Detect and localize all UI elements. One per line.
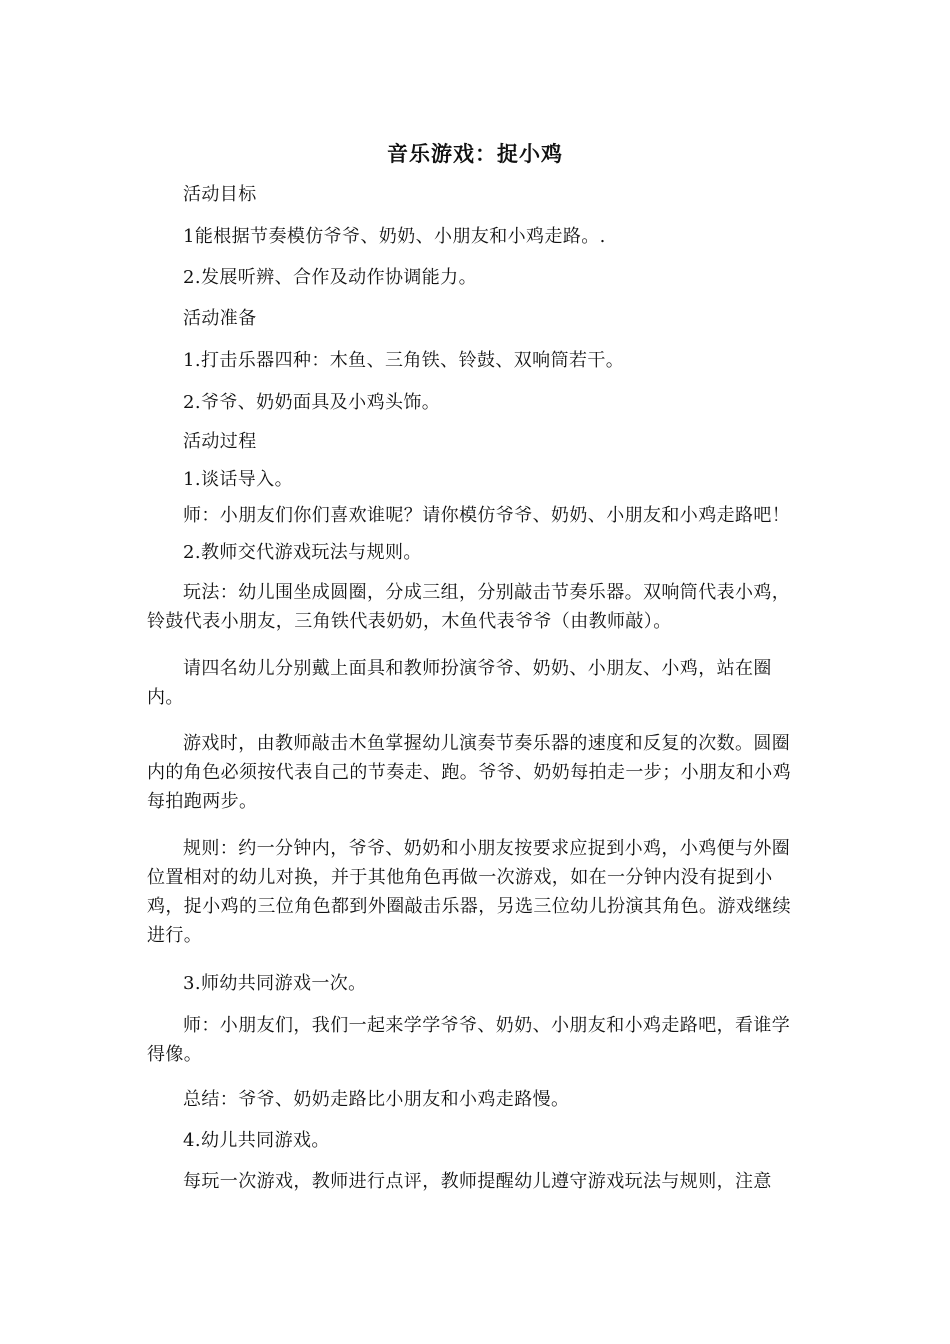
goal-item-2: 2.发展听辨、合作及动作协调能力。 <box>183 267 477 288</box>
process-step-3-dialogue: 师：小朋友们，我们一起来学学爷爷、奶奶、小朋友和小鸡走路吧，看谁学得像。 <box>147 1015 791 1065</box>
document-title: 音乐游戏：捉小鸡 <box>387 141 563 166</box>
section-heading-preparation: 活动准备 <box>183 308 257 329</box>
section-heading-goals: 活动目标 <box>183 184 257 205</box>
closing-paragraph: 每玩一次游戏，教师进行点评，教师提醒幼儿遵守游戏玩法与规则，注意 <box>183 1171 772 1192</box>
process-step-4: 4.幼儿共同游戏。 <box>183 1130 330 1151</box>
gameplay-paragraph: 玩法：幼儿围坐成圆圈，分成三组，分别敲击节奏乐器。双响筒代表小鸡，铃鼓代表小朋友，三角铁代表奶奶，木鱼代表爷爷（由教师敲）。 <box>147 582 791 632</box>
process-step-1: 1.谈话导入。 <box>183 469 293 490</box>
summary-paragraph: 总结：爷爷、奶奶走路比小朋友和小鸡走路慢。 <box>183 1089 570 1110</box>
preparation-item-2: 2.爷爷、奶奶面具及小鸡头饰。 <box>183 392 441 413</box>
process-step-1-dialogue: 师：小朋友们你们喜欢谁呢？请你模仿爷爷、奶奶、小朋友和小鸡走路吧！ <box>183 505 791 526</box>
preparation-item-1: 1.打击乐器四种：木鱼、三角铁、铃鼓、双响筒若干。 <box>183 350 625 371</box>
roles-paragraph: 请四名幼儿分别戴上面具和教师扮演爷爷、奶奶、小朋友、小鸡，站在圈内。 <box>147 658 772 708</box>
section-heading-process: 活动过程 <box>183 431 257 452</box>
rules-paragraph: 规则：约一分钟内，爷爷、奶奶和小朋友按要求应捉到小鸡，小鸡便与外圈位置相对的幼儿对换，并于其他角色再做一次游戏，如在一分钟内没有捉到小鸡，捉小鸡的三位角色都到外圈敲击乐器，另选三位幼儿扮演其角色。游戏继续进行。 <box>147 838 791 946</box>
process-step-3: 3.师幼共同游戏一次。 <box>183 973 367 994</box>
goal-item-1: 1能根据节奏模仿爷爷、奶奶、小朋友和小鸡走路。. <box>183 226 606 247</box>
process-step-2: 2.教师交代游戏玩法与规则。 <box>183 542 422 563</box>
game-timing-paragraph: 游戏时，由教师敲击木鱼掌握幼儿演奏节奏乐器的速度和反复的次数。圆圈内的角色必须按代表自己的节奏走、跑。爷爷、奶奶每拍走一步；小朋友和小鸡每拍跑两步。 <box>147 733 791 812</box>
